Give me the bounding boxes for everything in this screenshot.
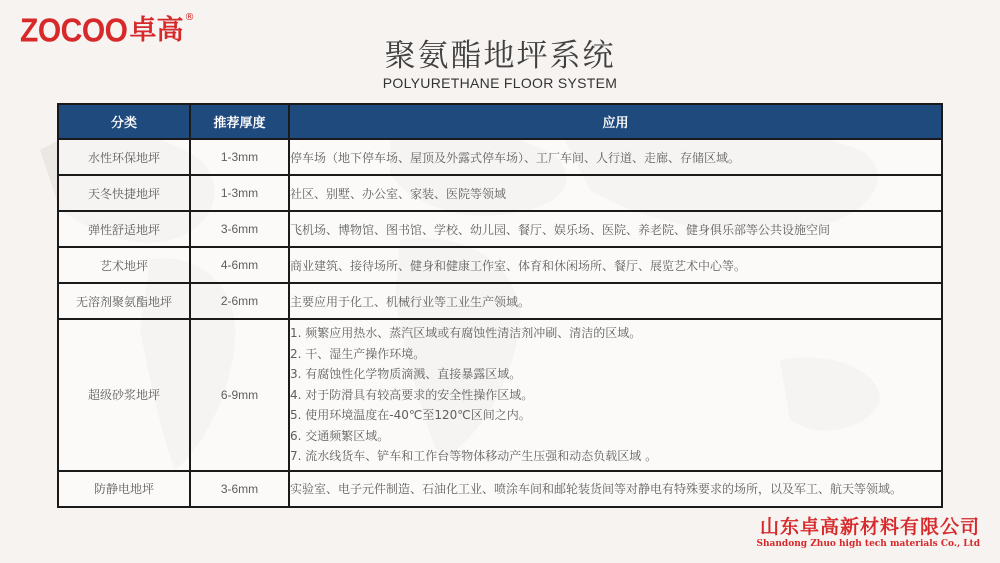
cell-thickness: 3-6mm (190, 211, 289, 247)
cell-category: 无溶剂聚氨酯地坪 (58, 283, 190, 319)
application-list-item: 5. 使用环境温度在-40℃至120℃区间之内。 (290, 408, 531, 422)
table-row (58, 471, 942, 507)
table-row (58, 247, 942, 283)
registered-mark-icon: ® (184, 12, 195, 23)
company-name-en: Shandong Zhuo high tech materials Co., Ltd (756, 539, 980, 549)
logo-wordmark: ZOCOO (20, 12, 128, 50)
cell-category: 艺术地坪 (58, 247, 190, 283)
cell-thickness: 2-6mm (190, 283, 289, 319)
table-header-row (58, 104, 942, 139)
cell-application: 实验室、电子元件制造、石油化工业、喷涂车间和邮轮装货间等对静电有特殊要求的场所，以及军工、航天等领域。 (289, 471, 942, 507)
column-header-application: 应用 (289, 104, 942, 139)
cell-application: 飞机场、博物馆、图书馆、学校、幼儿园、餐厅、娱乐场、医院、养老院、健身俱乐部等公共设施空间 (289, 211, 942, 247)
logo-cjk-mark: 卓高 (129, 15, 184, 46)
cell-application: 主要应用于化工、机械行业等工业生产领域。 (289, 283, 942, 319)
cell-category: 水性环保地坪 (58, 139, 190, 175)
column-header-category: 分类 (58, 104, 190, 139)
column-header-thickness: 推荐厚度 (190, 104, 289, 139)
company-name-cn: 山东卓高新材料有限公司 (759, 516, 980, 538)
application-list-item: 4. 对于防滑具有较高要求的安全性操作区域。 (290, 387, 534, 402)
table-row (58, 175, 942, 211)
table-row (58, 211, 942, 247)
cell-thickness: 1-3mm (190, 175, 289, 211)
application-list-item: 2. 干、湿生产操作环境。 (290, 346, 426, 361)
table-row (58, 139, 942, 175)
cell-thickness: 1-3mm (190, 139, 289, 175)
page-title: 聚氨酯地坪系统 (384, 38, 616, 74)
application-list-item: 7. 流水线货车、铲车和工作台等物体移动产生压强和动态负载区域 。 (290, 449, 658, 463)
cell-category: 弹性舒适地坪 (58, 211, 190, 247)
cell-category: 天冬快捷地坪 (58, 175, 190, 211)
application-list-item: 3. 有腐蚀性化学物质滴溅、直接暴露区域。 (290, 367, 522, 381)
floor-system-table (57, 103, 943, 508)
cell-application: 商业建筑、接待场所、健身和健康工作室、体育和休闲场所、餐厅、展览艺术中心等。 (289, 247, 942, 283)
cell-category: 防静电地坪 (58, 471, 190, 507)
cell-application: 社区、别墅、办公室、家装、医院等领域 (289, 175, 942, 211)
page-subtitle: POLYURETHANE FLOOR SYSTEM (382, 75, 618, 91)
cell-thickness: 6-9mm (190, 319, 289, 471)
cell-thickness: 3-6mm (190, 471, 289, 507)
cell-application (289, 319, 942, 471)
cell-thickness: 4-6mm (190, 247, 289, 283)
cell-application: 停车场（地下停车场、屋顶及外露式停车场）、工厂车间、人行道、走廊、存储区域。 (289, 139, 942, 175)
cell-category: 超级砂浆地坪 (58, 319, 190, 471)
table-row (58, 283, 942, 319)
application-list-item: 6. 交通频繁区域。 (290, 428, 390, 443)
table-row (58, 319, 942, 471)
company-signature (757, 516, 980, 550)
application-list-item: 1. 频繁应用热水、蒸汽区域或有腐蚀性清洁剂冲刷、清洁的区域。 (290, 326, 642, 340)
application-list (290, 320, 941, 470)
